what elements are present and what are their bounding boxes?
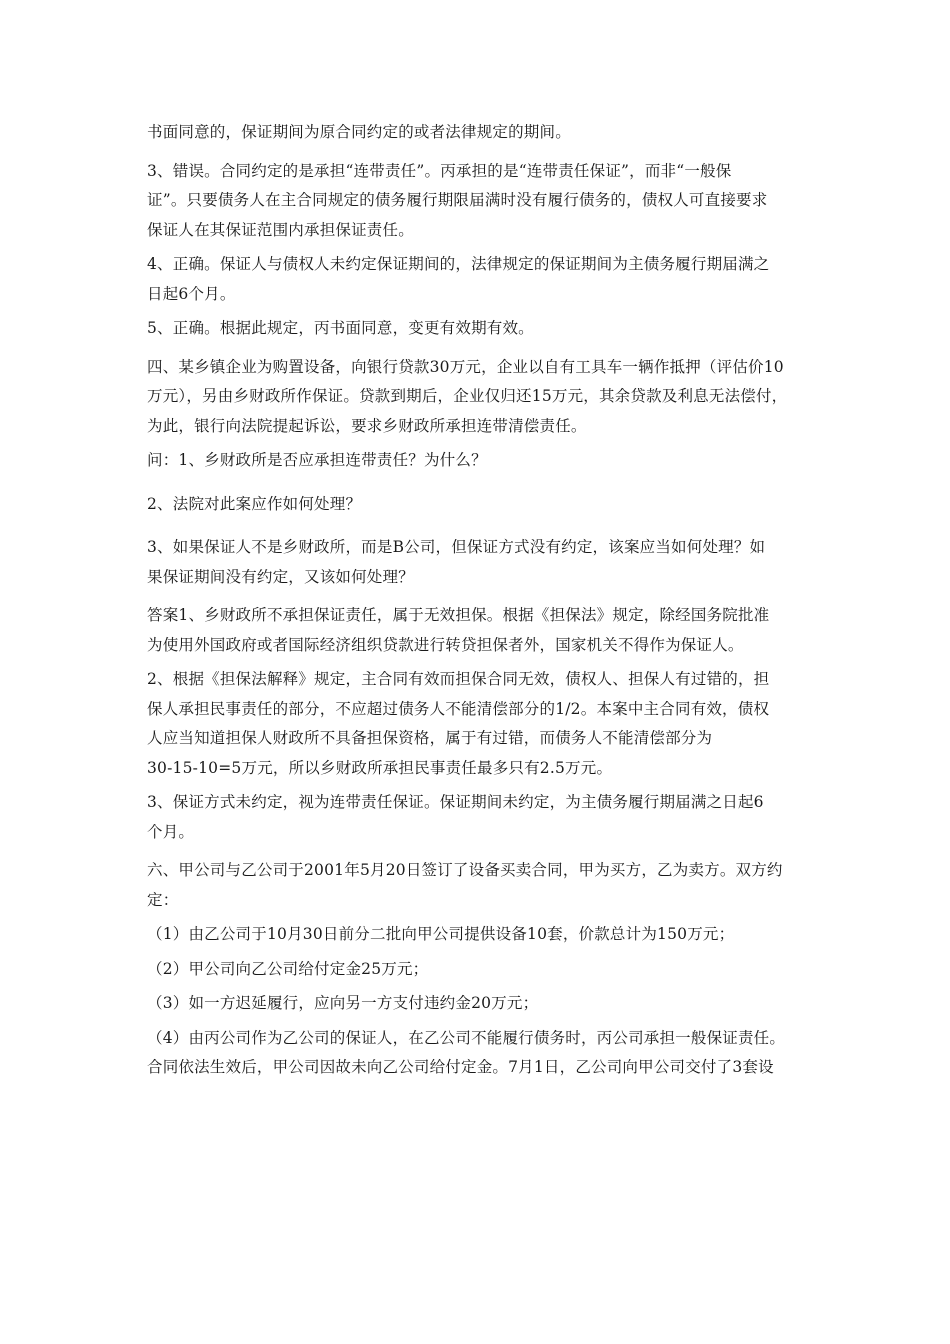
text-line: 四、某乡镇企业为购置设备，向银行贷款30万元，企业以自有工具车一辆作抵押（评估价10 xyxy=(147,357,784,376)
paragraph xyxy=(147,1024,815,1083)
text-line: （1）由乙公司于10月30日前分二批向甲公司提供设备10套，价款总计为150万元； xyxy=(147,925,735,943)
paragraph xyxy=(147,314,815,344)
text-line: 万元），另由乡财政所作保证。贷款到期后，企业仅归还15万元，其余贷款及利息无法偿付， xyxy=(147,387,788,405)
text-line: 保证人在其保证范围内承担保证责任。 xyxy=(147,220,414,239)
text-line: （3）如一方迟延履行，应向另一方支付违约金20万元； xyxy=(147,994,539,1012)
text-line: 2、法院对此案应作如何处理？ xyxy=(147,494,362,513)
text-line: 答案1、乡财政所不承担保证责任，属于无效担保。根据《担保法》规定，除经国务院批准 xyxy=(147,606,770,624)
text-line: 为使用外国政府或者国际经济组织贷款进行转贷担保者外，国家机关不得作为保证人。 xyxy=(147,635,744,654)
text-line: 合同依法生效后，甲公司因故未向乙公司给付定金。7月1日，乙公司向甲公司交付了3套设 xyxy=(147,1058,774,1076)
text-line: （4）由丙公司作为乙公司的保证人，在乙公司不能履行债务时，丙公司承担一般保证责任。 xyxy=(147,1028,786,1047)
text-line: （2）甲公司向乙公司给付定金25万元； xyxy=(147,959,429,978)
text-line: 问：1、乡财政所是否应承担连带责任？为什么？ xyxy=(147,451,487,469)
paragraph xyxy=(147,788,815,847)
paragraph xyxy=(147,250,815,309)
text-line: 3、保证方式未约定，视为连带责任保证。保证期间未约定，为主债务履行期届满之日起6 xyxy=(147,793,764,811)
text-line: 日起6个月。 xyxy=(147,284,236,303)
paragraph xyxy=(147,533,815,592)
paragraph xyxy=(147,989,815,1019)
text-line: 4、正确。保证人与债权人未约定保证期间的，法律规定的保证期间为主债务履行期届满之 xyxy=(147,255,770,273)
document-body xyxy=(147,118,815,1083)
text-line: 六、甲公司与乙公司于2001年5月20日签订了设备买卖合同，甲为买方，乙为卖方。双方约 xyxy=(147,861,783,879)
text-line: 30-15-10=5万元，所以乡财政所承担民事责任最多只有2.5万元。 xyxy=(147,758,613,777)
text-line: 书面同意的，保证期间为原合同约定的或者法律规定的期间。 xyxy=(147,123,571,141)
paragraph xyxy=(147,490,815,520)
text-line: 保人承担民事责任的部分，不应超过债务人不能清偿部分的1/2。本案中主合同有效，债权 xyxy=(147,699,770,718)
paragraph xyxy=(147,920,815,950)
text-line: 个月。 xyxy=(147,822,195,841)
text-line: 2、根据《担保法解释》规定，主合同有效而担保合同无效，债权人、担保人有过错的，担 xyxy=(147,670,770,688)
text-line: 5、正确。根据此规定，丙书面同意，变更有效期有效。 xyxy=(147,319,534,337)
paragraph xyxy=(147,157,815,246)
text-line: 3、错误。合同约定的是承担“连带责任”。丙承担的是“连带责任保证”，而非“一般保 xyxy=(147,161,732,180)
paragraph xyxy=(147,118,815,148)
text-line: 证”。只要债务人在主合同规定的债务履行期限届满时没有履行债务的，债权人可直接要求 xyxy=(147,191,768,209)
text-line: 定： xyxy=(147,890,179,909)
paragraph xyxy=(147,353,815,442)
paragraph xyxy=(147,955,815,985)
text-line: 人应当知道担保人财政所不具备担保资格，属于有过错，而债务人不能清偿部分为 xyxy=(147,729,713,747)
paragraph xyxy=(147,665,815,783)
text-line: 3、如果保证人不是乡财政所，而是B公司，但保证方式没有约定，该案应当如何处理？如 xyxy=(147,538,766,556)
paragraph xyxy=(147,446,815,476)
text-line: 果保证期间没有约定，又该如何处理？ xyxy=(147,567,414,586)
text-line: 为此，银行向法院提起诉讼，要求乡财政所承担连带清偿责任。 xyxy=(147,416,587,435)
paragraph xyxy=(147,856,815,915)
paragraph xyxy=(147,601,815,660)
